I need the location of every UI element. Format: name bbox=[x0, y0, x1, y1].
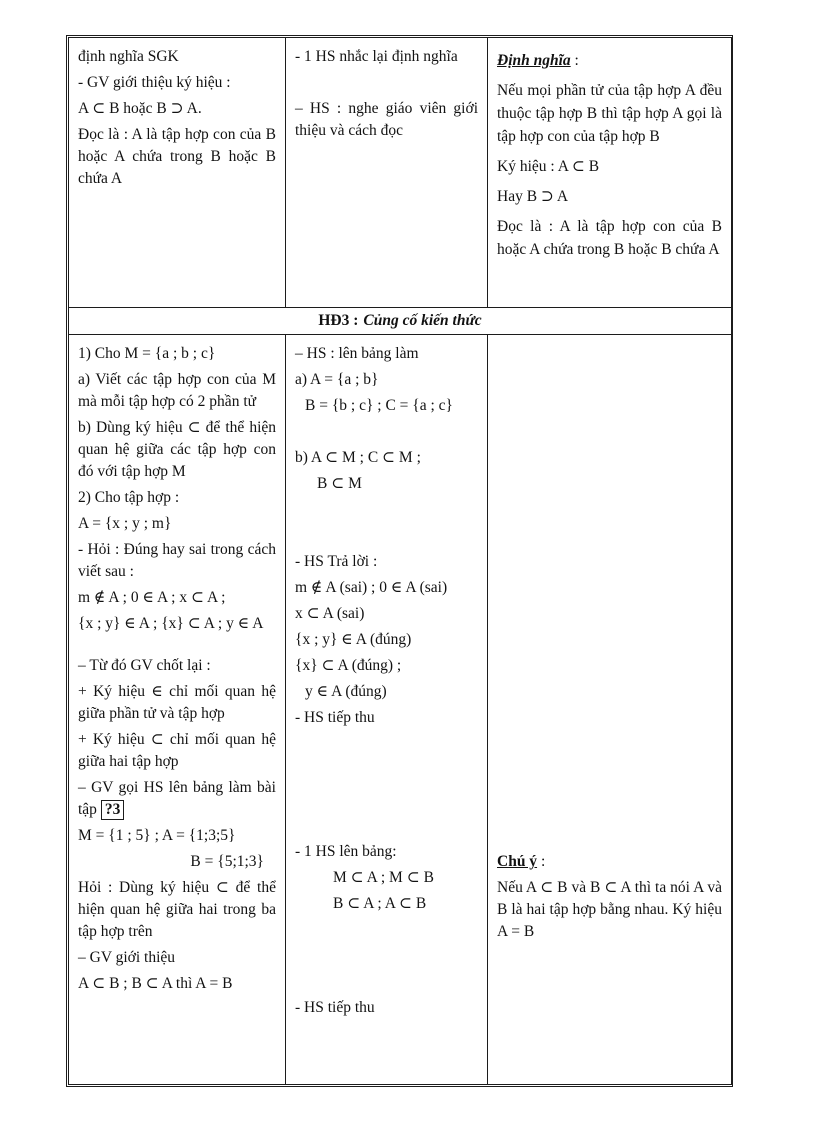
table-row-hd3-header bbox=[69, 308, 732, 335]
paragraph: - Hỏi : Đúng hay sai trong cách viết sau : bbox=[78, 541, 276, 580]
text: – GV gọi HS lên bảng làm bài tập bbox=[78, 779, 276, 818]
paragraph: b) Dùng ký hiệu ⊂ để thể hiện quan hệ giữa các tập hợp con đó với tập hợp M bbox=[78, 419, 276, 480]
paragraph: + Ký hiệu ⊂ chỉ mối quan hệ giữa hai tập hợp bbox=[78, 731, 276, 770]
note-heading bbox=[497, 851, 722, 873]
paragraph: – HS : nghe giáo viên giới thiệu và cách đọc bbox=[295, 100, 478, 139]
definition-heading bbox=[497, 49, 722, 72]
paragraph: Nếu mọi phần tử của tập hợp A đều thuộc tập hợp B thì tập hợp A gọi là tập hợp con của tập hợp B bbox=[497, 82, 722, 145]
paragraph: A ⊂ B ; B ⊂ A thì A = B bbox=[78, 975, 233, 992]
paragraph: B = {5;1;3} bbox=[190, 853, 264, 870]
paragraph: b) A ⊂ M ; C ⊂ M ; bbox=[295, 449, 421, 466]
note-block bbox=[497, 851, 722, 943]
paragraph: - HS tiếp thu bbox=[295, 999, 375, 1016]
note-title: Chú ý bbox=[497, 853, 538, 870]
lesson-plan-table bbox=[68, 37, 732, 1085]
hd3-title: Củng cố kiến thức bbox=[363, 312, 482, 329]
cell-teacher-activity-bottom bbox=[69, 335, 286, 1085]
paragraph: - 1 HS nhắc lại định nghĩa bbox=[295, 48, 458, 65]
paragraph: + Ký hiệu ∈ chỉ mối quan hệ giữa phần tử và tập hợp bbox=[78, 683, 276, 722]
paragraph: – Từ đó GV chốt lại : bbox=[78, 657, 211, 674]
paragraph: – GV giới thiệu bbox=[78, 949, 176, 966]
table-row-exercises bbox=[69, 335, 732, 1085]
definition-title: Định nghĩa bbox=[497, 52, 571, 69]
paragraph: A = {x ; y ; m} bbox=[78, 515, 172, 532]
definition-title-colon: : bbox=[570, 52, 579, 69]
page-border bbox=[66, 35, 733, 1087]
cell-lesson-content-top bbox=[488, 38, 732, 308]
paragraph: Hỏi : Dùng ký hiệu ⊂ để thể hiện quan hệ giữa hai trong ba tập hợp trên bbox=[78, 879, 276, 940]
cell-teacher-activity-top bbox=[69, 38, 286, 308]
paragraph: - HS tiếp thu bbox=[295, 709, 375, 726]
paragraph: Đọc là : A là tập hợp con của B hoặc A chứa trong B hoặc B chứa A bbox=[78, 126, 276, 187]
paragraph: 1) Cho M = {a ; b ; c} bbox=[78, 345, 216, 362]
table-row-definition bbox=[69, 38, 732, 308]
paragraph: Nếu A ⊂ B và B ⊂ A thì ta nói A và B là hai tập hợp bằng nhau. Ký hiệu A = B bbox=[497, 879, 722, 940]
paragraph: B ⊂ A ; A ⊂ B bbox=[333, 895, 427, 912]
paragraph: M ⊂ A ; M ⊂ B bbox=[333, 869, 434, 886]
paragraph: – HS : lên bảng làm bbox=[295, 345, 419, 362]
paragraph: y ∈ A (đúng) bbox=[305, 683, 387, 700]
paragraph: B ⊂ M bbox=[317, 475, 362, 492]
paragraph: định nghĩa SGK bbox=[78, 48, 179, 65]
paragraph: Đọc là : A là tập hợp con của B hoặc A chứa trong B hoặc B chứa A bbox=[497, 218, 722, 258]
paragraph: m ∉ A ; 0 ∈ A ; x ⊂ A ; bbox=[78, 589, 226, 606]
paragraph: Ký hiệu : A ⊂ B bbox=[497, 158, 600, 175]
paragraph: x ⊂ A (sai) bbox=[295, 605, 365, 622]
paragraph: A ⊂ B hoặc B ⊃ A. bbox=[78, 100, 202, 117]
paragraph: {x ; y} ∈ A (đúng) bbox=[295, 631, 412, 648]
paragraph: 2) Cho tập hợp : bbox=[78, 489, 180, 506]
hd3-label: HĐ3 : bbox=[318, 312, 359, 329]
paragraph: M = {1 ; 5} ; A = {1;3;5} bbox=[78, 827, 236, 844]
paragraph: {x} ⊂ A (đúng) ; bbox=[295, 657, 402, 674]
exercise-3-box: ?3 bbox=[101, 800, 125, 820]
cell-student-activity-top bbox=[286, 38, 488, 308]
paragraph: - 1 HS lên bảng: bbox=[295, 843, 397, 860]
hd3-header-cell bbox=[69, 308, 732, 335]
paragraph: - GV giới thiệu ký hiệu : bbox=[78, 74, 231, 91]
paragraph: a) Viết các tập hợp con của M mà mỗi tập hợp có 2 phần tử bbox=[78, 371, 276, 410]
paragraph: {x ; y} ∈ A ; {x} ⊂ A ; y ∈ A bbox=[78, 615, 264, 632]
paragraph-exercise-call bbox=[78, 777, 276, 821]
paragraph: m ∉ A (sai) ; 0 ∈ A (sai) bbox=[295, 579, 448, 596]
cell-lesson-content-bottom bbox=[488, 335, 732, 1085]
cell-student-activity-bottom bbox=[286, 335, 488, 1085]
paragraph: Hay B ⊃ A bbox=[497, 188, 569, 205]
note-title-colon: : bbox=[537, 853, 546, 870]
paragraph: a) A = {a ; b} bbox=[295, 371, 379, 388]
paragraph: - HS Trả lời : bbox=[295, 553, 378, 570]
paragraph: B = {b ; c} ; C = {a ; c} bbox=[305, 397, 453, 414]
